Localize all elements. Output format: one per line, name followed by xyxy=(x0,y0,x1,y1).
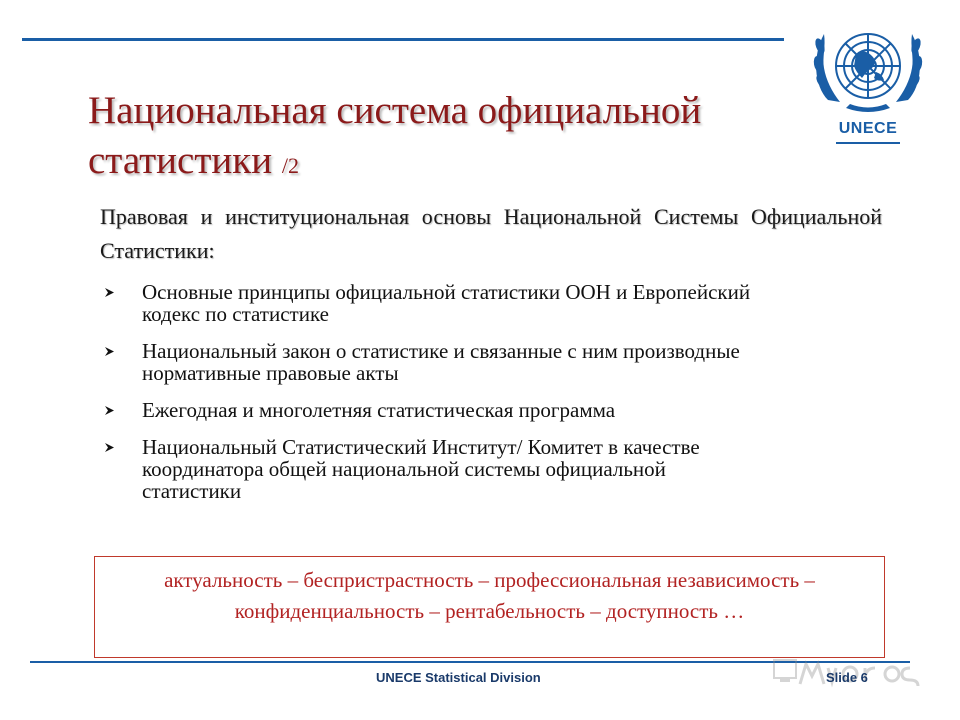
bullet-item xyxy=(104,399,764,421)
bullet-item xyxy=(104,436,764,502)
arrowhead-bullet-icon xyxy=(104,346,115,357)
bullet-text: Национальный закон о статистике и связанные с ним производные нормативные правовые акты xyxy=(142,339,740,385)
footer-organization: UNECE Statistical Division xyxy=(376,670,541,685)
arrowhead-bullet-icon xyxy=(104,405,115,416)
bullet-item xyxy=(104,340,764,384)
callout-text: актуальность – беспристрастность – профессиональная независимость – конфиденциальность – рентабельность – доступность … xyxy=(164,568,815,623)
arrowhead-bullet-icon xyxy=(104,287,115,298)
bullet-text: Ежегодная и многолетняя статистическая программа xyxy=(142,398,616,422)
bullet-text: Национальный Статистический Институт/ Комитет в качестве координатора общей национальной системы официальной статистики xyxy=(142,435,700,503)
unece-logo xyxy=(806,16,930,150)
logo-underline xyxy=(836,142,900,144)
bullet-list xyxy=(104,281,764,517)
arrowhead-bullet-icon xyxy=(104,442,115,453)
slide-title-suffix: /2 xyxy=(281,153,299,178)
bullet-item xyxy=(104,281,764,325)
slide-title-main: Национальная система официальной статистики xyxy=(88,89,702,182)
slide-subtitle: Правовая и институциональная основы Национальной Системы Официальной Статистики: xyxy=(100,204,882,263)
bullet-text: Основные принципы официальной статистики ООН и Европейский кодекс по статистике xyxy=(142,280,751,326)
principles-callout-box xyxy=(94,556,885,658)
logo-text: UNECE xyxy=(838,120,898,137)
slide-title xyxy=(88,86,788,191)
footer-slide-number: Slide 6 xyxy=(826,670,868,685)
un-emblem-icon xyxy=(806,16,930,120)
top-rule xyxy=(22,38,784,41)
